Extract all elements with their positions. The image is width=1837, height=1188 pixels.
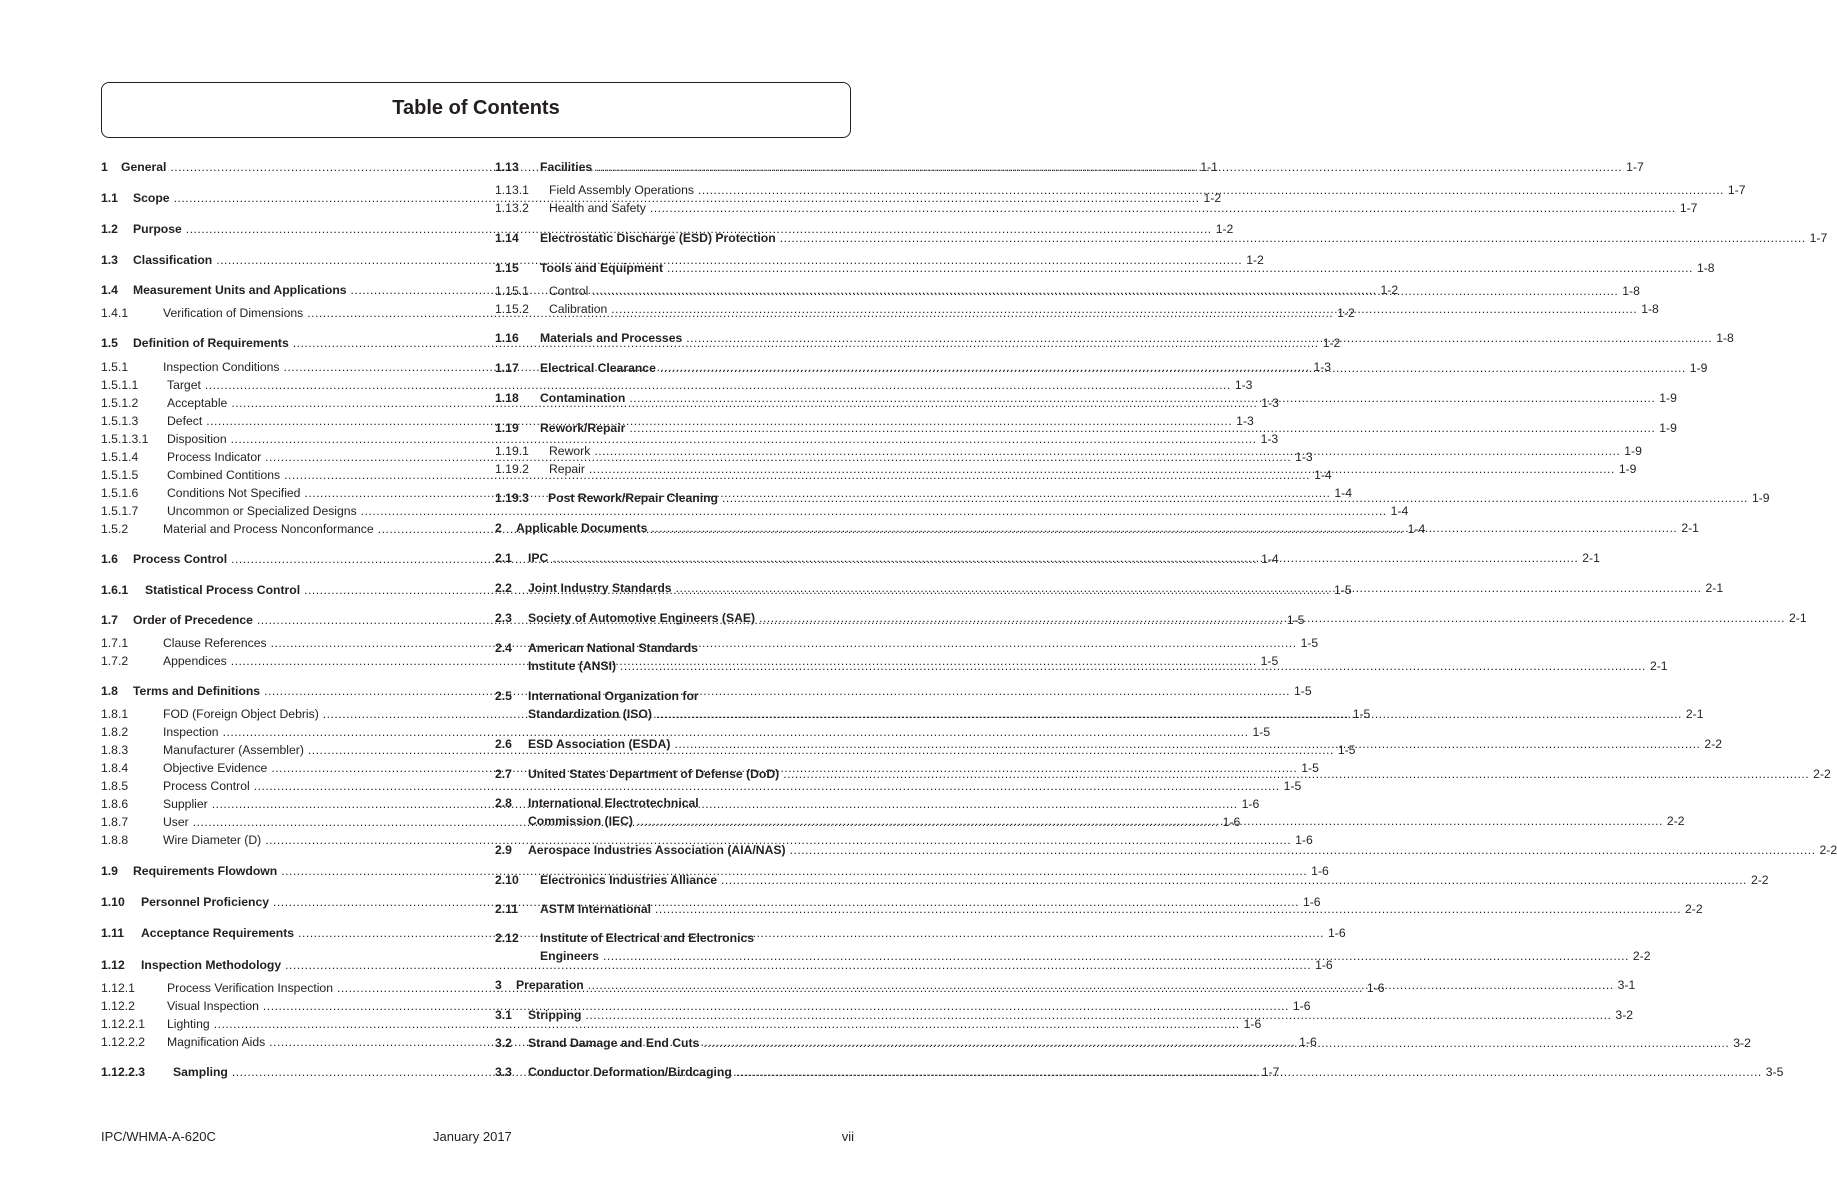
toc-entry-number: 1.7.2: [101, 654, 129, 668]
toc-entry-title: Magnification Aids: [167, 1035, 266, 1049]
toc-entry-number: 2.3: [495, 611, 512, 625]
toc-entry-title: Society of Automotive Engineers (SAE): [528, 611, 756, 625]
toc-entry-page: 1-6: [1328, 926, 1346, 940]
toc-entry-number: 1.8.2: [101, 725, 129, 739]
toc-entry-number: 1.5.1.5: [101, 468, 139, 482]
dot-leader: [637, 812, 1663, 830]
toc-entry[interactable]: [101, 430, 1279, 448]
toc-entry-page: 1-2: [1215, 222, 1234, 236]
toc-entry-number: 1.7.1: [101, 636, 129, 650]
toc-entry-title-continued: Standardization (ISO): [528, 707, 652, 721]
toc-entry-page: 1-6: [1243, 1017, 1262, 1031]
toc-entry-page: 1-5: [1301, 761, 1319, 775]
toc-entry-title: Post Rework/Repair Cleaning: [548, 491, 718, 505]
toc-entry-title: Terms and Definitions: [133, 684, 261, 698]
toc-entry-title: Electrical Clearance: [540, 361, 656, 375]
toc-entry-number: 1.8.7: [101, 815, 129, 829]
toc-entry-number: 2.2: [495, 581, 512, 595]
toc-entry[interactable]: [101, 723, 1271, 741]
toc-entry-number: 2.1: [495, 551, 512, 565]
dot-leader: [674, 735, 1700, 753]
page-title: Table of Contents: [392, 97, 560, 119]
toc-entry-title: Rework: [549, 444, 591, 458]
toc-entry-number: 1.1: [101, 191, 118, 205]
toc-entry-number: 1.15.2: [495, 302, 529, 316]
toc-entry-page: 1-2: [1203, 191, 1222, 205]
toc-entry-page: 1-8: [1716, 331, 1734, 345]
toc-entry-title: International Organization for: [528, 689, 699, 703]
toc-entry-title: Materials and Processes: [540, 331, 683, 345]
dot-leader: [676, 579, 1702, 597]
toc-entry-title: Inspection Conditions: [163, 360, 280, 374]
dot-leader: [759, 609, 1785, 627]
toc-entry-number: 1.17: [495, 361, 519, 375]
toc-entry-title: Manufacturer (Assembler): [163, 743, 304, 757]
toc-entry-page: 1-2: [1246, 253, 1264, 267]
toc-entry-number: 1.13.2: [495, 201, 529, 215]
toc-entry-title: Contamination: [540, 391, 626, 405]
toc-entry-page: 1-6: [1366, 981, 1385, 995]
toc-entry-title: IPC: [528, 551, 549, 565]
toc-entry-title: Process Control: [163, 779, 250, 793]
toc-entry-page: 2-1: [1685, 707, 1704, 721]
toc-entry-title: Process Indicator: [167, 450, 262, 464]
toc-entry-page: 1-5: [1300, 636, 1319, 650]
toc-entry-title: Wire Diameter (D): [163, 833, 262, 847]
toc-entry[interactable]: [495, 158, 1644, 176]
title-box: [101, 82, 851, 138]
toc-entry-number: 1.11: [101, 926, 125, 940]
toc-entry-page: 1-6: [1302, 895, 1321, 909]
toc-entry-page: 2-2: [1819, 843, 1837, 857]
toc-entry-page: 1-5: [1260, 654, 1279, 668]
toc-entry-title: Process Verification Inspection: [167, 981, 333, 995]
toc-entry-title: Preparation: [516, 978, 584, 992]
dot-leader: [589, 460, 1615, 478]
toc-entry-title: Electrostatic Discharge (ESD) Protection: [540, 231, 776, 245]
toc-entry-title: International Electrotechnical: [528, 796, 699, 810]
toc-entry-page: 1-7: [1626, 160, 1644, 174]
toc-entry-number: 2.11: [495, 902, 519, 916]
dot-leader: [656, 705, 1682, 723]
toc-entry-page: 1-4: [1390, 504, 1409, 518]
toc-entry-title: Process Control: [133, 552, 228, 566]
dot-leader: [655, 900, 1681, 918]
toc-entry-page: 1-4: [1334, 486, 1353, 500]
toc-entry-page: 3-1: [1617, 978, 1636, 992]
toc-entry-page: 1-6: [1222, 815, 1241, 829]
toc-entry-title-continued: Engineers: [540, 949, 599, 963]
toc-entry-page: 1-7: [1727, 183, 1746, 197]
toc-entry-number: 2.12: [495, 931, 519, 945]
toc-entry-number: 1.5.1.7: [101, 504, 139, 518]
dot-leader: [596, 158, 1622, 176]
toc-entry-number: 1.19: [495, 421, 519, 435]
toc-entry-title: Acceptance Requirements: [141, 926, 295, 940]
dot-leader: [660, 359, 1686, 377]
toc-entry-number: 1.5.1: [101, 360, 129, 374]
toc-entry-page: 1-1: [1200, 160, 1218, 174]
toc-entry-page: 1-5: [1352, 707, 1371, 721]
toc-entry-number: 1.12.2.1: [101, 1017, 146, 1031]
toc-entry-number: 2.10: [495, 873, 519, 887]
toc-entry-number: 1.18: [495, 391, 519, 405]
toc-entry-page: 1-5: [1294, 684, 1312, 698]
toc-entry-number: 1.8.8: [101, 833, 129, 847]
toc-entry-number: 1.13.1: [495, 183, 529, 197]
dot-leader: [650, 199, 1676, 217]
toc-entry-number: 1.15.1: [495, 284, 529, 298]
toc-entry-page: 2-1: [1582, 551, 1600, 565]
toc-entry-page: 1-9: [1659, 421, 1677, 435]
toc-entry-title: Material and Process Nonconformance: [163, 522, 374, 536]
dot-leader: [585, 1006, 1611, 1024]
toc-entry-number: 1.12: [101, 958, 125, 972]
toc-entry-title: Uncommon or Specialized Designs: [167, 504, 357, 518]
toc-entry-number: 1.6: [101, 552, 118, 566]
toc-entry-number: 1.9: [101, 864, 118, 878]
toc-entry-page: 1-9: [1659, 391, 1677, 405]
toc-entry-page: 1-5: [1283, 779, 1302, 793]
toc-entry-page: 2-1: [1649, 659, 1668, 673]
toc-entry-number: 1.4.1: [101, 306, 129, 320]
toc-entry-number: 2.5: [495, 689, 512, 703]
toc-entry-page: 1-7: [1679, 201, 1698, 215]
toc-entry-number: 1.5.1.2: [101, 396, 139, 410]
toc-entry-page: 2-2: [1750, 873, 1769, 887]
toc-entry-number: 1: [101, 160, 108, 174]
toc-entry-number: 3.3: [495, 1065, 512, 1079]
dot-leader: [588, 976, 1614, 994]
toc-entry-number: 1.5.1.3.1: [101, 432, 149, 446]
toc-entry-title: Disposition: [167, 432, 227, 446]
toc-entry-title: Institute of Electrical and Electronics: [540, 931, 755, 945]
dot-leader: [611, 300, 1637, 318]
toc-entry-title: Purpose: [133, 222, 182, 236]
toc-entry-page: 1-6: [1311, 864, 1329, 878]
toc-entry-number: 1.8.3: [101, 743, 129, 757]
toc-entry-page: 1-3: [1260, 432, 1279, 446]
toc-entry-title: Conductor Deformation/Birdcaging: [528, 1065, 732, 1079]
toc-entry-page: 2-2: [1684, 902, 1703, 916]
toc-entry-number: 1.3: [101, 253, 118, 267]
toc-entry[interactable]: [101, 502, 1409, 520]
toc-entry-title: Electronics Industries Alliance: [540, 873, 718, 887]
dot-leader: [686, 329, 1712, 347]
toc-entry-page: 1-5: [1334, 583, 1352, 597]
toc-entry-page: 1-2: [1322, 336, 1341, 350]
toc-entry-title: American National Standards: [528, 641, 698, 655]
toc-entry-title: Facilities: [540, 160, 593, 174]
toc-entry-title: Health and Safety: [549, 201, 646, 215]
toc-entry-number: 1.19.1: [495, 444, 529, 458]
toc-entry-number: 1.12.2: [101, 999, 135, 1013]
toc-entry-page: 1-3: [1295, 450, 1313, 464]
toc-entry-title: Scope: [133, 191, 170, 205]
toc-entry-number: 1.10: [101, 895, 125, 909]
toc-entry-number: 1.8: [101, 684, 118, 698]
toc-entry-number: 1.5.1.6: [101, 486, 139, 500]
toc-entry-page: 3-2: [1733, 1036, 1751, 1050]
toc-entry-title: Tools and Equipment: [540, 261, 663, 275]
toc-entry-page: 1-6: [1295, 833, 1313, 847]
dot-leader: [721, 871, 1747, 889]
toc-entry-title: Objective Evidence: [163, 761, 268, 775]
toc-entry-number: 1.2: [101, 222, 118, 236]
toc-entry-title: Lighting: [167, 1017, 210, 1031]
toc-entry-title: Calibration: [549, 302, 608, 316]
toc-entry-title: Appendices: [163, 654, 227, 668]
toc-entry-number: 1.5.1.4: [101, 450, 139, 464]
toc-entry-title: Inspection Methodology: [141, 958, 282, 972]
toc-entry-page: 1-7: [1261, 1065, 1280, 1079]
toc-entry-title: Field Assembly Operations: [549, 183, 694, 197]
toc-entry-number: 3.1: [495, 1008, 512, 1022]
toc-entry-page: 1-6: [1241, 797, 1260, 811]
toc-entry-title: Statistical Process Control: [145, 583, 301, 597]
toc-entry-title: Combined Contitions: [167, 468, 281, 482]
toc-entry-number: 1.4: [101, 283, 118, 297]
dot-leader: [620, 657, 1646, 675]
toc-entry-title-continued: Commission (IEC): [528, 814, 633, 828]
toc-entry-title: Verification of Dimensions: [163, 306, 304, 320]
toc-entry[interactable]: [101, 777, 1302, 795]
toc-entry-number: 2.7: [495, 767, 512, 781]
toc-entry-title: Repair: [549, 462, 585, 476]
toc-entry-number: 1.14: [495, 231, 519, 245]
toc-entry-number: 1.6.1: [101, 583, 129, 597]
toc-entry-page: 1-7: [1809, 231, 1828, 245]
dot-leader: [651, 519, 1677, 537]
toc-entry-number: 1.7: [101, 613, 118, 627]
toc-entry-number: 1.8.5: [101, 779, 129, 793]
dot-leader: [736, 1063, 1762, 1081]
toc-entry-page: 1-3: [1236, 414, 1254, 428]
toc-entry[interactable]: [101, 831, 1313, 849]
footer-page-number: vii: [841, 1129, 854, 1144]
toc-entry-number: 2.6: [495, 737, 512, 751]
toc-entry-number: 1.5.1.1: [101, 378, 139, 392]
toc-entry-number: 2.8: [495, 796, 512, 810]
toc-entry[interactable]: [101, 376, 1253, 394]
toc-entry-page: 1-8: [1696, 261, 1715, 275]
toc-entry-number: 1.12.2.3: [101, 1065, 146, 1079]
toc-entry-number: 1.19.2: [495, 462, 529, 476]
toc-entry-page: 3-5: [1765, 1065, 1784, 1079]
toc-entry-number: 2.4: [495, 641, 512, 655]
toc-entry-number: 1.16: [495, 331, 519, 345]
dot-leader: [790, 841, 1816, 859]
toc-entry-title: Clause References: [163, 636, 267, 650]
toc-entry-number: 3: [495, 978, 502, 992]
toc-entry-number: 1.8.4: [101, 761, 129, 775]
toc-entry-title: Measurement Units and Applications: [133, 283, 347, 297]
toc-entry-page: 1-5: [1337, 743, 1356, 757]
toc-entry[interactable]: [495, 841, 1837, 859]
footer-date: January 2017: [433, 1129, 512, 1144]
toc-entry-title: Sampling: [173, 1065, 228, 1079]
dot-leader: [629, 389, 1655, 407]
toc-entry-title-continued: Institute (ANSI): [528, 659, 617, 673]
toc-entry-title: Aerospace Industries Association (AIA/NAS): [528, 843, 786, 857]
dot-leader: [592, 282, 1618, 300]
dot-leader: [603, 947, 1629, 965]
toc-entry-page: 1-5: [1286, 613, 1305, 627]
toc-entry-page: 1-4: [1261, 552, 1279, 566]
toc-entry-title: Classification: [133, 253, 213, 267]
toc-entry-title: Definition of Requirements: [133, 336, 289, 350]
toc-entry-title: Applicable Documents: [516, 521, 648, 535]
dot-leader: [703, 1034, 1729, 1052]
toc-entry-title: Rework/Repair: [540, 421, 626, 435]
toc-entry-title: FOD (Foreign Object Debris): [163, 707, 319, 721]
dot-leader: [698, 181, 1724, 199]
toc-entry-page: 1-2: [1337, 306, 1355, 320]
toc-entry-title: Order of Precedence: [133, 613, 253, 627]
toc-entry[interactable]: [495, 199, 1698, 217]
toc-entry-page: 1-3: [1261, 396, 1279, 410]
toc-entry-page: 2-1: [1789, 611, 1807, 625]
toc-entry-page: 1-2: [1380, 283, 1399, 297]
toc-entry-title: Requirements Flowdown: [133, 864, 278, 878]
toc-entry-title: Target: [167, 378, 201, 392]
toc-entry-title: Acceptable: [167, 396, 228, 410]
toc-entry-title: Defect: [167, 414, 203, 428]
toc-entry-page: 1-4: [1407, 522, 1426, 536]
toc-entry-title: Strand Damage and End Cuts: [528, 1036, 700, 1050]
dot-leader: [722, 489, 1748, 507]
toc-entry-page: 1-5: [1252, 725, 1271, 739]
toc-entry-title: Conditions Not Specified: [167, 486, 301, 500]
footer-doc-id: IPC/WHMA-A-620C: [101, 1129, 216, 1144]
toc-entry-page: 1-4: [1314, 468, 1332, 482]
dot-leader: [780, 229, 1806, 247]
toc-entry-number: 1.8.1: [101, 707, 129, 721]
toc-entry-number: 2: [495, 521, 502, 535]
toc-entry-number: 1.5: [101, 336, 118, 350]
toc-entry-title: ESD Association (ESDA): [528, 737, 671, 751]
toc-entry-title: User: [163, 815, 189, 829]
toc-entry-page: 1-8: [1641, 302, 1659, 316]
toc-entry-page: 1-6: [1315, 958, 1333, 972]
toc-entry-page: 1-6: [1299, 1035, 1317, 1049]
toc-entry-page: 1-9: [1689, 361, 1708, 375]
dot-leader: [552, 549, 1578, 567]
toc-entry-page: 2-2: [1704, 737, 1722, 751]
toc-entry-title: General: [121, 160, 167, 174]
dot-leader: [629, 419, 1655, 437]
toc-entry-number: 2.9: [495, 843, 512, 857]
toc-entry-number: 1.5.1.3: [101, 414, 139, 428]
toc-entry-number: 1.5.2: [101, 522, 129, 536]
toc-entry-number: 1.15: [495, 261, 519, 275]
toc-entry-title: Inspection: [163, 725, 219, 739]
toc-entry-page: 1-8: [1622, 284, 1640, 298]
dot-leader: [783, 765, 1809, 783]
toc-entry-page: 3-2: [1615, 1008, 1634, 1022]
toc-entry-title: Control: [549, 284, 589, 298]
toc-entry-page: 1-3: [1313, 360, 1332, 374]
toc-entry-number: 1.13: [495, 160, 519, 174]
dot-leader: [594, 442, 1620, 460]
toc-entry-page: 2-2: [1666, 814, 1685, 828]
toc-entry-title: Visual Inspection: [167, 999, 259, 1013]
toc-entry-number: 3.2: [495, 1036, 512, 1050]
dot-leader: [667, 259, 1693, 277]
toc-entry-title: United States Department of Defense (DoD): [528, 767, 780, 781]
toc-entry-number: 1.19.3: [495, 491, 529, 505]
toc-entry-page: 1-9: [1624, 444, 1642, 458]
toc-entry-page: 1-9: [1618, 462, 1637, 476]
toc-entry-page: 2-2: [1813, 767, 1831, 781]
toc-entry-number: 1.8.6: [101, 797, 129, 811]
toc-entry-page: 1-9: [1751, 491, 1770, 505]
toc-entry-title: Stripping: [528, 1008, 582, 1022]
toc-entry-number: 1.12.2.2: [101, 1035, 146, 1049]
toc-entry-page: 1-6: [1292, 999, 1311, 1013]
toc-entry-number: 1.12.1: [101, 981, 135, 995]
toc-entry-page: 2-1: [1681, 521, 1699, 535]
toc-entry-page: 1-3: [1234, 378, 1253, 392]
toc-entry-page: 2-1: [1705, 581, 1724, 595]
toc-entry-title: Joint Industry Standards: [528, 581, 672, 595]
toc-entry-title: Supplier: [163, 797, 208, 811]
toc-entry-title: ASTM International: [540, 902, 652, 916]
toc-entry-title: Personnel Proficiency: [141, 895, 270, 909]
toc-entry-page: 2-2: [1632, 949, 1651, 963]
